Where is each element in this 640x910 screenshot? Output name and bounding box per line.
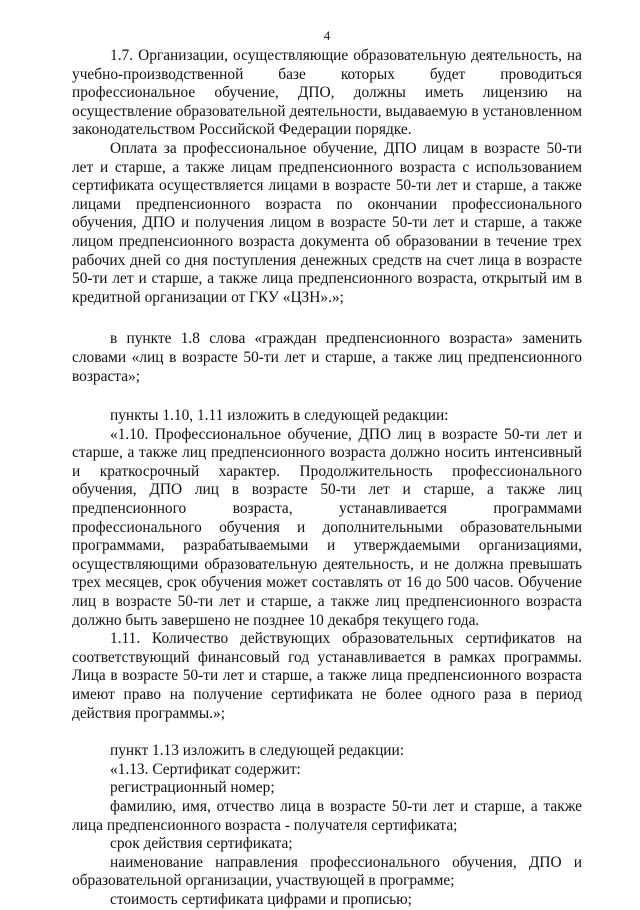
paragraph-1-13: «1.13. Сертификат содержит: <box>110 760 301 778</box>
certificate-item-cost: стоимость сертификата цифрами и прописью; <box>110 890 412 908</box>
certificate-item-direction: наименование направления профессионального обучения, ДПО и образовательной организации, участвующей в программе; <box>72 853 582 890</box>
paragraph-1-11: 1.11. Количество действующих образовательных сертификатов на соответствующий финансовый год устанавливается в рамках программы. Лица в возрасте 50-ти лет и старше, а также лица предпенсионного возраста имеют право на получение сертификата не более одного раза в период действия программы.»; <box>72 630 582 722</box>
page-number: 4 <box>323 28 331 43</box>
paragraph-clause-1-8: в пункте 1.8 слова «граждан предпенсионного возраста» заменить словами «лиц в возрасте 50-ти лет и старше, а также лиц предпенсионного возраста»; <box>72 330 582 385</box>
certificate-item-full-name: фамилию, имя, отчество лица в возрасте 50-ти лет и старше, а также лица предпенсионного возраста - получателя сертификата; <box>72 797 582 834</box>
paragraph-1-7: 1.7. Организации, осуществляющие образовательную деятельность, на учебно-производственной базе которых будет проводиться профессиональное обучение, ДПО, должны иметь лицензию на осуществление образовательной деятельности, выдаваемую в установленном законодательством Российской Федерации порядке. <box>72 47 582 139</box>
paragraph-clauses-1-10-1-11-intro: пункты 1.10, 1.11 изложить в следующей редакции: <box>110 407 449 425</box>
document-page <box>72 28 582 910</box>
certificate-item-validity: срок действия сертификата; <box>110 835 293 853</box>
paragraph-clause-1-13-intro: пункт 1.13 изложить в следующей редакции: <box>110 742 405 760</box>
paragraph-1-10: «1.10. Профессиональное обучение, ДПО лиц в возрасте 50-ти лет и старше, а также лиц предпенсионного возраста должно носить интенсивный и краткосрочный характер. Продолжительность профессионального обучения, ДПО лиц в возрасте 50-ти лет и старше, а также лиц предпенсионного возраста, устанавливается программами профессионального обучения и дополнительными образовательными программами, разрабатываемыми и утверждаемыми организациями, осуществляющими образовательную деятельность, и не должна превышать трех месяцев, срок обучения может составлять от 16 до 500 часов. Обучение лиц в возрасте 50-ти лет и старше, а также лиц предпенсионного возраста должно быть завершено не позднее 10 декабря текущего года. <box>72 425 582 629</box>
paragraph-payment: Оплата за профессиональное обучение, ДПО лицам в возрасте 50-ти лет и старше, а также лицам предпенсионного возраста с использованием сертификата осуществляется лицами в возрасте 50-ти лет и старше, а также лицами предпенсионного возраста по окончании профессионального обучения, ДПО и получения лицом в возрасте 50-ти лет и старше, а также лицом предпенсионного возраста документа об образовании в течение трех рабочих дней со дня поступления денежных средств на счет лица в возрасте 50-ти лет и старше, а также лица предпенсионного возраста, открытый им в кредитной организации от ГКУ «ЦЗН».»; <box>72 139 582 306</box>
certificate-item-registration-number: регистрационный номер; <box>110 779 275 797</box>
